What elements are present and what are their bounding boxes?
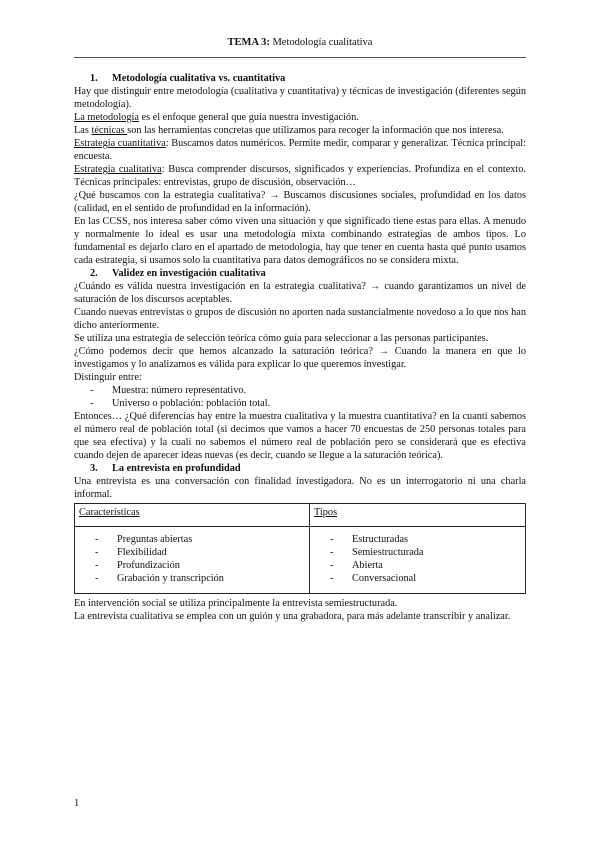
document-body — [74, 72, 526, 623]
s1-paragraph-3-pre: Las — [74, 125, 92, 136]
table-cell-tipos — [310, 527, 526, 594]
s2-paragraph-6: Entonces… ¿Qué diferencias hay entre la muestra cualitativa y la muestra cuantitativa? en la cuanti sabemos el número real de población total (si decimos que vamos a hacer 70 encuestas de 250 personas totales para que sea efectiva) y la cuali no sabemos el número real de población pero se considerará que es efectiva cuando dejen de aparecer ideas nuevas (es decir, cuando se llegue a la saturación teórica). — [74, 411, 526, 461]
table-header-tipos-text: Tipos — [314, 507, 338, 518]
header-tema: TEMA 3: — [227, 37, 270, 48]
s1-paragraph-7: En las CCSS, nos interesa saber cómo viven una situación y que significado tiene estas para ellas. A menudo y normalmente lo ideal es usar una metodología mixta combinando estrategias de ambos tipos. Lo fundamental es dejarlo claro en el apartado de metodología, hay que tener en cuenta hasta qué punto usamos cada estrategia, si usamos solo la cuantitativa para datos demográficos no se considera mixta. — [74, 216, 526, 266]
header-rule — [74, 57, 526, 58]
table-header-caracteristicas — [75, 504, 310, 527]
section-2-number: 2. — [90, 268, 98, 279]
s3-paragraph-2: En intervención social se utiliza principalmente la entrevista semiestructurada. — [74, 598, 398, 609]
s1-paragraph-2 — [74, 111, 526, 124]
s1-paragraph-5-text: : Busca comprender discursos, significados y experiencias. Profundiza en el contexto. Técnicas principales: entrevistas, grupo de discusión, observación… — [74, 164, 527, 188]
s1-paragraph-2-text: es el enfoque general que guía nuestra investigación. — [138, 112, 359, 123]
section-1-heading — [74, 72, 526, 85]
section-1-number: 1. — [90, 73, 98, 84]
section-3-number: 3. — [90, 463, 98, 474]
table-cell-caracteristicas — [75, 527, 310, 594]
s1-paragraph-3 — [74, 124, 526, 137]
s1-paragraph-5 — [74, 163, 526, 189]
section-2-title: Validez en investigación cualitativa — [112, 268, 266, 279]
list-item: - Abierta — [330, 559, 521, 572]
caracteristicas-list — [79, 533, 305, 585]
table-header-caracteristicas-text: Características — [79, 507, 140, 518]
s3-paragraph-1: Una entrevista es una conversación con finalidad investigadora. No es un interrogatorio ni una charla informal. — [74, 476, 526, 500]
page-header — [0, 37, 600, 48]
list-item: - Semiestructurada — [330, 546, 521, 559]
list-item: - Profundización — [95, 559, 305, 572]
list-item: - Conversacional — [330, 572, 521, 585]
s2-paragraph-4: ¿Cómo podemos decir que hemos alcanzado la saturación teórica? → Cuando la manera en que lo investigamos y lo analizamos es válida para explicar lo que queremos investigar. — [74, 346, 526, 370]
page-number: 1 — [74, 798, 80, 809]
list-item: - Flexibilidad — [95, 546, 305, 559]
s1-paragraph-4-text: : Buscamos datos numéricos. Permite medir, comparar y generalizar. Técnica principal: encuesta. — [74, 138, 526, 162]
tipos-list — [314, 533, 521, 585]
header-title: Metodología cualitativa — [272, 37, 373, 48]
s2-paragraph-1: ¿Cuándo es válida nuestra investigación en la estrategia cualitativa? → cuando garantizamos un nivel de saturación de los discursos aceptables. — [74, 281, 526, 305]
section-3-title: La entrevista en profundidad — [112, 463, 241, 474]
s2-list — [74, 384, 526, 410]
characteristics-table — [74, 503, 526, 594]
s1-paragraph-6: ¿Qué buscamos con la estrategia cualitativa? → Buscamos discusiones sociales, profundidad en los datos (calidad, en el sentido de profundidad en la información). — [74, 190, 526, 214]
term-estrategia-cualitativa: Estrategia cualitativa — [74, 164, 162, 175]
table-header-tipos — [310, 504, 526, 527]
s1-paragraph-3-text: son las herramientas concretas que utilizamos para recoger la información que nos interesa. — [127, 125, 504, 136]
section-2-heading — [74, 267, 526, 280]
section-1-title: Metodología cualitativa vs. cuantitativa — [112, 73, 286, 84]
term-metodologia: La metodología — [74, 112, 139, 123]
list-item: - Muestra: número representativo. — [90, 384, 526, 397]
s3-paragraph-3: La entrevista cualitativa se emplea con un guión y una grabadora, para más adelante transcribir y analizar. — [74, 611, 511, 622]
list-item: - Estructuradas — [330, 533, 521, 546]
s1-paragraph-4 — [74, 137, 526, 163]
s2-paragraph-3: Se utiliza una estrategia de selección teórica cómo guía para seleccionar a las personas participantes. — [74, 333, 489, 344]
list-item: - Universo o población: población total. — [90, 397, 526, 410]
s2-paragraph-2: Cuando nuevas entrevistas o grupos de discusión no aporten nada sustancialmente novedoso a lo que nos han dicho anteriormente. — [74, 307, 526, 331]
s2-paragraph-5: Distinguir entre: — [74, 372, 142, 383]
term-tecnicas: técnicas — [91, 125, 128, 136]
term-estrategia-cuantitativa: Estrategia cuantitativa — [74, 138, 166, 149]
section-3-heading — [74, 462, 526, 475]
s1-paragraph-1: Hay que distinguir entre metodología (cualitativa y cuantitativa) y técnicas de investigación (diferentes según metodología). — [74, 86, 526, 110]
list-item: - Grabación y transcripción — [95, 572, 305, 585]
list-item: - Preguntas abiertas — [95, 533, 305, 546]
